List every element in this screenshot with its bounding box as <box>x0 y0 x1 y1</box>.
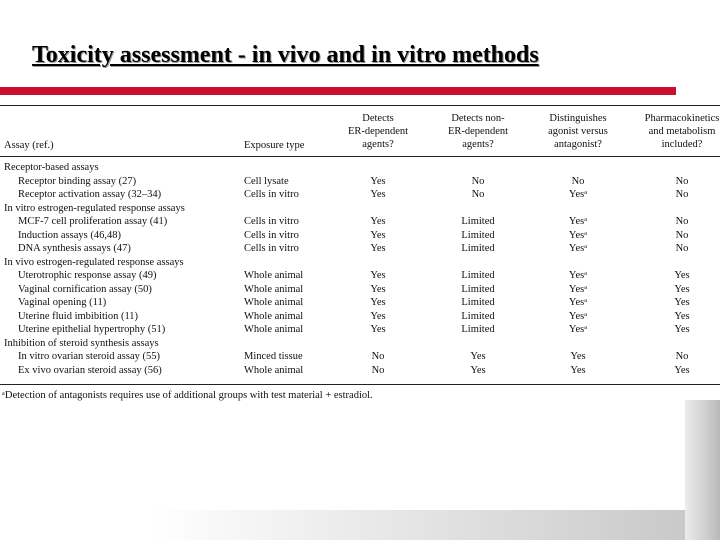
bottom-shade-band <box>150 510 685 540</box>
table-cell-er: Yes <box>370 297 386 308</box>
table-cell-er: No <box>371 351 385 362</box>
table-cell-pk: Yes <box>674 364 690 376</box>
table-cell-agonist: Yes <box>570 364 586 376</box>
table-cell-non-er: Yes <box>470 364 486 376</box>
table-cell-agonist: Yesᵃ <box>568 243 588 254</box>
table-cell-er: Yes <box>370 216 386 227</box>
table-cell-non-er: Limited <box>461 283 495 295</box>
table-cell-non-er: No <box>471 189 485 200</box>
table-cell-assay: Vaginal opening (11) <box>18 297 107 308</box>
table-cell-exposure: Cell lysate <box>244 175 289 187</box>
table-cell-er: Yes <box>370 243 386 254</box>
table-cell-non-er: Limited <box>461 229 495 241</box>
table-cell-pk: Yes <box>674 310 690 322</box>
table-cell-non-er: Limited <box>461 216 495 227</box>
table-cell-exposure: Whole animal <box>244 310 304 322</box>
header-detects-non-er: Detects non- ER-dependent agents? <box>447 113 509 150</box>
group-heading: In vivo estrogen-regulated response assays <box>4 256 184 268</box>
table-cell-exposure: Whole animal <box>244 270 304 281</box>
header-exposure: Exposure type <box>244 140 305 151</box>
title-underline-bar <box>0 87 676 95</box>
header-bottom-rule <box>0 156 720 157</box>
table-cell-agonist: Yesᵃ <box>568 189 588 200</box>
table-cell-agonist: Yesᵃ <box>568 229 588 241</box>
table-cell-er: Yes <box>370 310 386 322</box>
table-cell-assay: DNA synthesis assays (47) <box>18 243 131 254</box>
header-pharmacokinetics: Pharmacokinetics and metabolism included? <box>644 113 720 150</box>
table-cell-pk: No <box>675 175 689 187</box>
table-cell-assay: Uterine epithelial hypertrophy (51) <box>18 324 166 335</box>
slide-title: Toxicity assessment - in vivo and in vitro methods <box>32 42 539 68</box>
table-cell-assay: In vitro ovarian steroid assay (55) <box>18 351 161 362</box>
table-cell-pk: No <box>675 229 689 241</box>
table-cell-pk: No <box>675 216 689 227</box>
table-cell-er: Yes <box>370 229 386 241</box>
table-cell-pk: Yes <box>674 324 690 335</box>
table-cell-exposure: Cells in vitro <box>244 189 299 200</box>
group-heading: Inhibition of steroid synthesis assays <box>4 337 159 349</box>
table-top-rule <box>0 105 720 106</box>
table-cell-er: No <box>371 364 385 376</box>
table-cell-pk: No <box>675 189 689 200</box>
table-cell-agonist: Yesᵃ <box>568 216 588 227</box>
table-cell-agonist: Yesᵃ <box>568 310 588 322</box>
table-cell-pk: Yes <box>674 270 690 281</box>
table-cell-assay: Receptor binding assay (27) <box>18 175 137 187</box>
table-cell-er: Yes <box>370 324 386 335</box>
table-cell-non-er: Yes <box>470 351 486 362</box>
table-cell-er: Yes <box>370 283 386 295</box>
header-detects-er: Detects ER-dependent agents? <box>347 113 409 150</box>
table-cell-agonist: Yesᵃ <box>568 324 588 335</box>
group-heading: In vitro estrogen-regulated response assays <box>4 202 185 214</box>
table-cell-exposure: Whole animal <box>244 364 304 376</box>
table-cell-agonist: Yesᵃ <box>568 283 588 295</box>
table-cell-assay: Uterine fluid imbibition (11) <box>18 310 139 322</box>
table-cell-non-er: Limited <box>461 324 495 335</box>
table-cell-er: Yes <box>370 175 386 187</box>
table-cell-exposure: Cells in vitro <box>244 243 299 254</box>
table-cell-non-er: No <box>471 175 485 187</box>
table-cell-agonist: Yes <box>570 351 586 362</box>
table-cell-non-er: Limited <box>461 310 495 322</box>
table-cell-exposure: Whole animal <box>244 324 304 335</box>
table-cell-agonist: Yesᵃ <box>568 270 588 281</box>
right-shade-block <box>685 400 720 540</box>
table-cell-exposure: Cells in vitro <box>244 229 299 241</box>
table-cell-exposure: Minced tissue <box>244 351 303 362</box>
table-cell-assay: Vaginal cornification assay (50) <box>18 283 152 295</box>
table-cell-assay: Uterotrophic response assay (49) <box>18 270 157 281</box>
table-cell-pk: Yes <box>674 297 690 308</box>
table-cell-assay: Receptor activation assay (32–34) <box>18 189 162 200</box>
table-cell-assay: MCF-7 cell proliferation assay (41) <box>18 216 168 227</box>
header-assay: Assay (ref.) <box>4 140 54 151</box>
table-cell-exposure: Cells in vitro <box>244 216 299 227</box>
table-footnote: ᵃDetection of antagonists requires use of additional groups with test material + estradiol. <box>2 390 373 401</box>
table-cell-er: Yes <box>370 189 386 200</box>
table-cell-agonist: Yesᵃ <box>568 297 588 308</box>
table-cell-non-er: Limited <box>461 297 495 308</box>
table-bottom-rule <box>0 384 720 385</box>
table-cell-exposure: Whole animal <box>244 297 304 308</box>
table-cell-er: Yes <box>370 270 386 281</box>
table-cell-exposure: Whole animal <box>244 283 304 295</box>
table-cell-assay: Induction assays (46,48) <box>18 229 121 241</box>
table-cell-pk: Yes <box>674 283 690 295</box>
assay-table <box>0 105 720 405</box>
table-cell-assay: Ex vivo ovarian steroid assay (56) <box>18 364 162 376</box>
table-cell-pk: No <box>675 243 689 254</box>
table-cell-pk: No <box>675 351 689 362</box>
table-cell-non-er: Limited <box>461 243 495 254</box>
group-heading: Receptor-based assays <box>4 162 99 173</box>
header-distinguishes: Distinguishes agonist versus antagonist? <box>548 113 608 150</box>
table-cell-non-er: Limited <box>461 270 495 281</box>
table-cell-agonist: No <box>571 175 585 187</box>
